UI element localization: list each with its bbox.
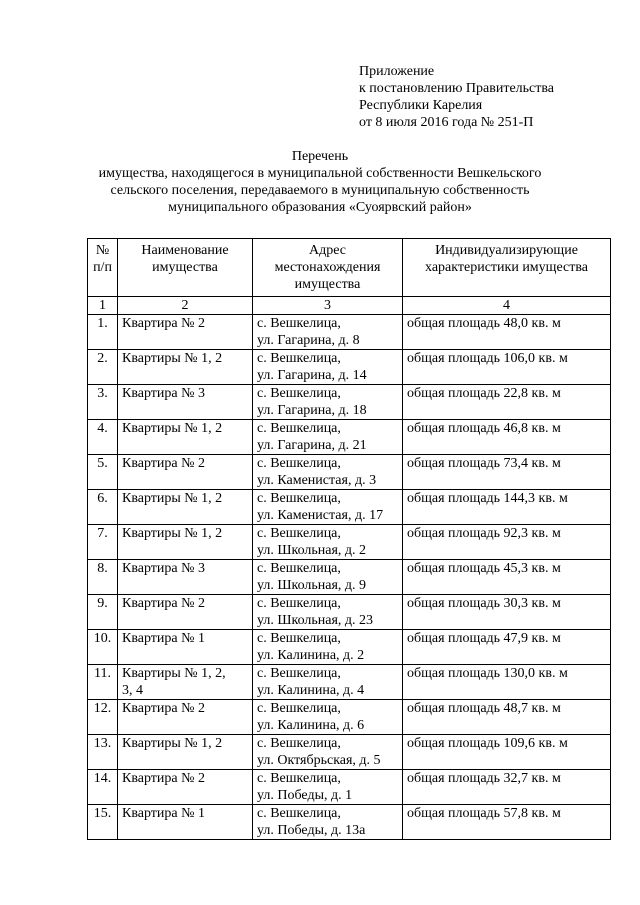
property-name-line: Квартира № 2 <box>122 456 205 471</box>
property-address-line: с. Вешкелица, <box>257 421 341 436</box>
property-address-line: с. Вешкелица, <box>257 351 341 366</box>
table-row <box>88 560 611 595</box>
property-address-line: ул. Октябрьская, д. 5 <box>257 753 381 768</box>
row-number: 1. <box>88 315 118 350</box>
table-row <box>88 735 611 770</box>
property-address-line: ул. Победы, д. 1 <box>257 788 353 803</box>
document-title <box>0 148 640 216</box>
property-address-line: с. Вешкелица, <box>257 596 341 611</box>
row-number: 2. <box>88 350 118 385</box>
property-characteristics: общая площадь 22,8 кв. м <box>403 385 611 420</box>
property-name-line: Квартиры № 1, 2 <box>122 491 223 506</box>
property-characteristics: общая площадь 46,8 кв. м <box>403 420 611 455</box>
property-name <box>118 805 253 840</box>
property-name <box>118 700 253 735</box>
table-row <box>88 385 611 420</box>
property-name <box>118 735 253 770</box>
property-address <box>253 630 403 665</box>
property-address-line: ул. Калинина, д. 4 <box>257 683 365 698</box>
property-name-line: Квартира № 2 <box>122 596 205 611</box>
property-table <box>87 238 611 840</box>
property-address <box>253 385 403 420</box>
appendix-line: от 8 июля 2016 года № 251-П <box>359 115 534 130</box>
table-row <box>88 525 611 560</box>
row-number: 8. <box>88 560 118 595</box>
property-name <box>118 525 253 560</box>
property-address-line: с. Вешкелица, <box>257 386 341 401</box>
property-address <box>253 700 403 735</box>
property-address-line: с. Вешкелица, <box>257 736 341 751</box>
property-name-line: Квартиры № 1, 2 <box>122 351 223 366</box>
title-heading: Перечень <box>291 149 349 164</box>
property-characteristics: общая площадь 32,7 кв. м <box>403 770 611 805</box>
table-row <box>88 700 611 735</box>
property-name-line: Квартира № 3 <box>122 561 205 576</box>
property-name-line: Квартиры № 1, 2, <box>122 666 226 681</box>
property-characteristics: общая площадь 48,0 кв. м <box>403 315 611 350</box>
property-characteristics: общая площадь 48,7 кв. м <box>403 700 611 735</box>
property-characteristics: общая площадь 144,3 кв. м <box>403 490 611 525</box>
property-address <box>253 595 403 630</box>
table-row <box>88 350 611 385</box>
row-number: 12. <box>88 700 118 735</box>
property-name-line: Квартира № 1 <box>122 631 205 646</box>
property-characteristics: общая площадь 130,0 кв. м <box>403 665 611 700</box>
row-number: 4. <box>88 420 118 455</box>
row-number: 15. <box>88 805 118 840</box>
row-number: 11. <box>88 665 118 700</box>
table-header-row <box>88 239 611 297</box>
column-number-row <box>88 297 611 315</box>
property-name-line: Квартиры № 1, 2 <box>122 526 223 541</box>
row-number: 5. <box>88 455 118 490</box>
header-characteristics: Индивидуализирующие характеристики имущества <box>403 239 611 297</box>
property-address <box>253 350 403 385</box>
property-address-line: с. Вешкелица, <box>257 631 341 646</box>
property-address-line: с. Вешкелица, <box>257 666 341 681</box>
row-number: 14. <box>88 770 118 805</box>
title-line: муниципального образования «Суоярвский район» <box>168 200 472 215</box>
property-characteristics: общая площадь 45,3 кв. м <box>403 560 611 595</box>
row-number: 7. <box>88 525 118 560</box>
property-name <box>118 630 253 665</box>
property-name-line: Квартира № 2 <box>122 701 205 716</box>
property-name <box>118 665 253 700</box>
table-row <box>88 455 611 490</box>
property-address <box>253 805 403 840</box>
column-number: 3 <box>253 297 403 315</box>
header-name: Наименование имущества <box>118 239 253 297</box>
property-name-line: Квартиры № 1, 2 <box>122 421 223 436</box>
property-address-line: ул. Победы, д. 13а <box>257 823 366 838</box>
table-row <box>88 595 611 630</box>
property-address-line: с. Вешкелица, <box>257 491 341 506</box>
appendix-note <box>359 63 629 131</box>
property-address-line: ул. Каменистая, д. 17 <box>257 508 384 523</box>
property-name-line: Квартира № 1 <box>122 806 205 821</box>
property-characteristics: общая площадь 106,0 кв. м <box>403 350 611 385</box>
row-number: 10. <box>88 630 118 665</box>
property-name <box>118 420 253 455</box>
property-address <box>253 665 403 700</box>
appendix-line: к постановлению Правительства <box>359 81 555 96</box>
table-row <box>88 630 611 665</box>
property-address <box>253 770 403 805</box>
row-number: 3. <box>88 385 118 420</box>
appendix-line: Республики Карелия <box>359 98 483 113</box>
property-name-line: Квартира № 2 <box>122 316 205 331</box>
table-row <box>88 420 611 455</box>
property-address-line: ул. Калинина, д. 6 <box>257 718 365 733</box>
property-address-line: с. Вешкелица, <box>257 526 341 541</box>
property-address-line: ул. Каменистая, д. 3 <box>257 473 377 488</box>
table-row <box>88 315 611 350</box>
property-address-line: ул. Гагарина, д. 14 <box>257 368 367 383</box>
property-address-line: ул. Гагарина, д. 21 <box>257 438 367 453</box>
table-row <box>88 805 611 840</box>
property-address-line: ул. Гагарина, д. 18 <box>257 403 367 418</box>
property-address <box>253 525 403 560</box>
column-number: 4 <box>403 297 611 315</box>
table-row <box>88 665 611 700</box>
property-address-line: ул. Школьная, д. 2 <box>257 543 367 558</box>
property-name <box>118 385 253 420</box>
table-row <box>88 770 611 805</box>
property-address-line: ул. Школьная, д. 9 <box>257 578 367 593</box>
header-number: № п/п <box>88 239 118 297</box>
row-number: 6. <box>88 490 118 525</box>
property-address-line: ул. Гагарина, д. 8 <box>257 333 360 348</box>
property-name <box>118 455 253 490</box>
property-address-line: с. Вешкелица, <box>257 316 341 331</box>
property-address <box>253 560 403 595</box>
property-characteristics: общая площадь 57,8 кв. м <box>403 805 611 840</box>
row-number: 13. <box>88 735 118 770</box>
header-address: Адрес местонахождения имущества <box>253 239 403 297</box>
title-line: сельского поселения, передаваемого в муниципальную собственность <box>110 183 530 198</box>
property-characteristics: общая площадь 73,4 кв. м <box>403 455 611 490</box>
property-name-line: 3, 4 <box>122 683 143 698</box>
property-name <box>118 595 253 630</box>
property-characteristics: общая площадь 92,3 кв. м <box>403 525 611 560</box>
property-address-line: ул. Школьная, д. 23 <box>257 613 374 628</box>
property-address-line: с. Вешкелица, <box>257 701 341 716</box>
property-address <box>253 735 403 770</box>
property-address <box>253 490 403 525</box>
property-name-line: Квартира № 3 <box>122 386 205 401</box>
property-address <box>253 315 403 350</box>
property-characteristics: общая площадь 47,9 кв. м <box>403 630 611 665</box>
property-address <box>253 455 403 490</box>
property-characteristics: общая площадь 109,6 кв. м <box>403 735 611 770</box>
property-name <box>118 770 253 805</box>
column-number: 2 <box>118 297 253 315</box>
property-name <box>118 315 253 350</box>
property-address <box>253 420 403 455</box>
property-address-line: с. Вешкелица, <box>257 806 341 821</box>
property-name <box>118 560 253 595</box>
property-address-line: с. Вешкелица, <box>257 771 341 786</box>
table-row <box>88 490 611 525</box>
row-number: 9. <box>88 595 118 630</box>
property-characteristics: общая площадь 30,3 кв. м <box>403 595 611 630</box>
property-address-line: с. Вешкелица, <box>257 456 341 471</box>
property-name <box>118 490 253 525</box>
appendix-line: Приложение <box>359 64 435 79</box>
column-number: 1 <box>88 297 118 315</box>
property-name <box>118 350 253 385</box>
property-address-line: с. Вешкелица, <box>257 561 341 576</box>
property-name-line: Квартира № 2 <box>122 771 205 786</box>
property-address-line: ул. Калинина, д. 2 <box>257 648 365 663</box>
title-line: имущества, находящегося в муниципальной собственности Вешкельского <box>98 166 542 181</box>
property-name-line: Квартиры № 1, 2 <box>122 736 223 751</box>
